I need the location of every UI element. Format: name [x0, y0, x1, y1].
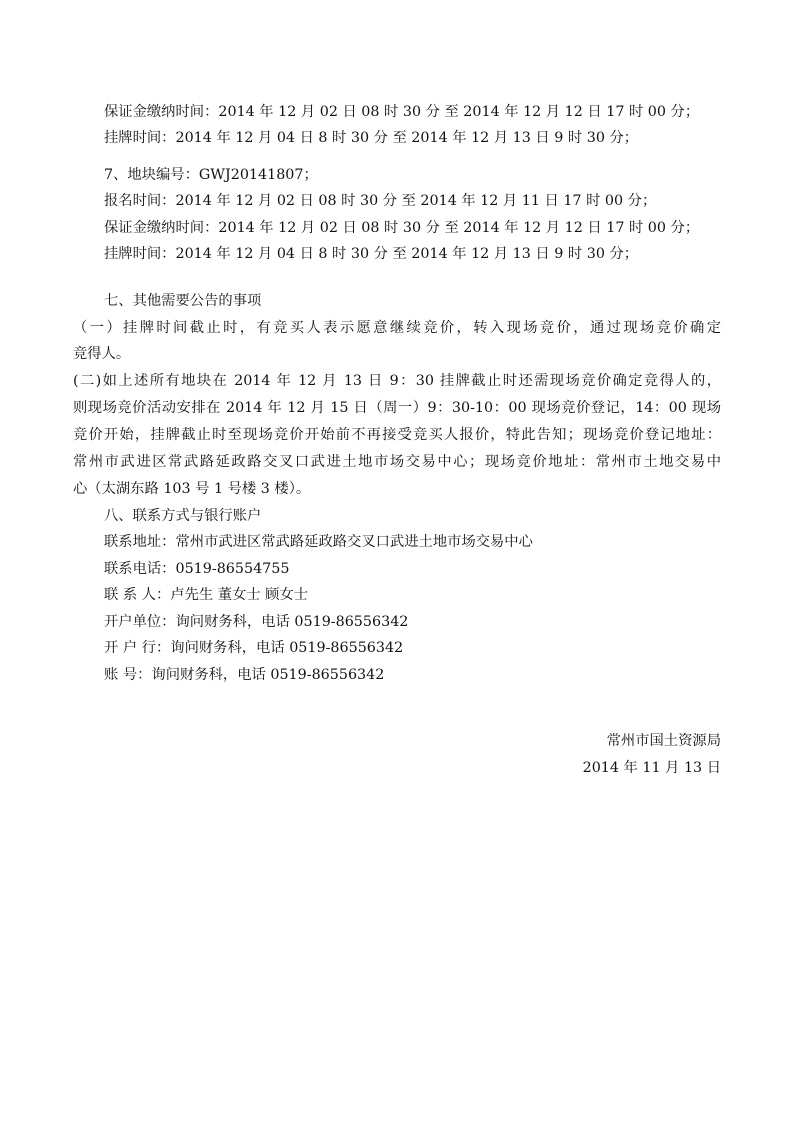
contact-persons: 联 系 人：卢先生 董女士 顾女士 [104, 587, 309, 603]
section7-p2-line4: 常州市武进区常武路延政路交叉口武进土地市场交易中心；现场竞价地址：常州市土地交易中 [73, 454, 721, 470]
issuer-name: 常州市国土资源局 [606, 733, 721, 749]
issue-date: 2014 年 11 月 13 日 [582, 760, 721, 776]
parcel7-listing-time: 挂牌时间：2014 年 12 月 04 日 8 时 30 分 至 2014 年 12 月 13 日 9 时 30 分； [104, 246, 639, 262]
section8-heading: 八、联系方式与银行账户 [104, 508, 262, 524]
parcel6-listing-time: 挂牌时间：2014 年 12 月 04 日 8 时 30 分 至 2014 年 12 月 13 日 9 时 30 分； [104, 130, 639, 146]
section7-p2-line3: 竞价开始，挂牌截止时至现场竞价开始前不再接受竞买人报价，特此告知；现场竞价登记地址： [73, 427, 721, 443]
parcel6-deposit-time: 保证金缴纳时间：2014 年 12 月 02 日 08 时 30 分 至 2014 年 12 月 12 日 17 时 00 分； [104, 104, 700, 120]
parcel7-signup-time: 报名时间：2014 年 12 月 02 日 08 时 30 分 至 2014 年 12 月 11 日 17 时 00 分； [104, 193, 657, 209]
section7-heading: 七、其他需要公告的事项 [104, 293, 262, 309]
parcel7-deposit-time: 保证金缴纳时间：2014 年 12 月 02 日 08 时 30 分 至 2014 年 12 月 12 日 17 时 00 分； [104, 220, 700, 236]
account-unit: 开户单位：询问财务科，电话 0519-86556342 [104, 614, 409, 630]
contact-address: 联系地址：常州市武进区常武路延政路交叉口武进土地市场交易中心 [104, 534, 533, 550]
contact-phone: 联系电话：0519-86554755 [104, 561, 290, 577]
account-number: 账 号：询问财务科，电话 0519-86556342 [104, 667, 385, 683]
section7-p2-line5: 心（太湖东路 103 号 1 号楼 3 楼）。 [73, 481, 311, 497]
section7-p1-line1: （一）挂牌时间截止时，有竞买人表示愿意继续竞价，转入现场竞价，通过现场竞价确定 [73, 320, 721, 336]
section7-p1-line2: 竞得人。 [73, 346, 131, 362]
section7-p2-line1: (二)如上述所有地块在 2014 年 12 月 13 日 9：30 挂牌截止时还需现场竞价确定竞得人的， [73, 373, 721, 389]
section7-p2-line2: 则现场竞价活动安排在 2014 年 12 月 15 日（周一）9：30-10：00 现场竞价登记，14：00 现场 [73, 400, 721, 416]
parcel7-heading: 7、地块编号：GWJ20141807； [104, 167, 318, 183]
account-bank: 开 户 行：询问财务科，电话 0519-86556342 [104, 640, 404, 656]
